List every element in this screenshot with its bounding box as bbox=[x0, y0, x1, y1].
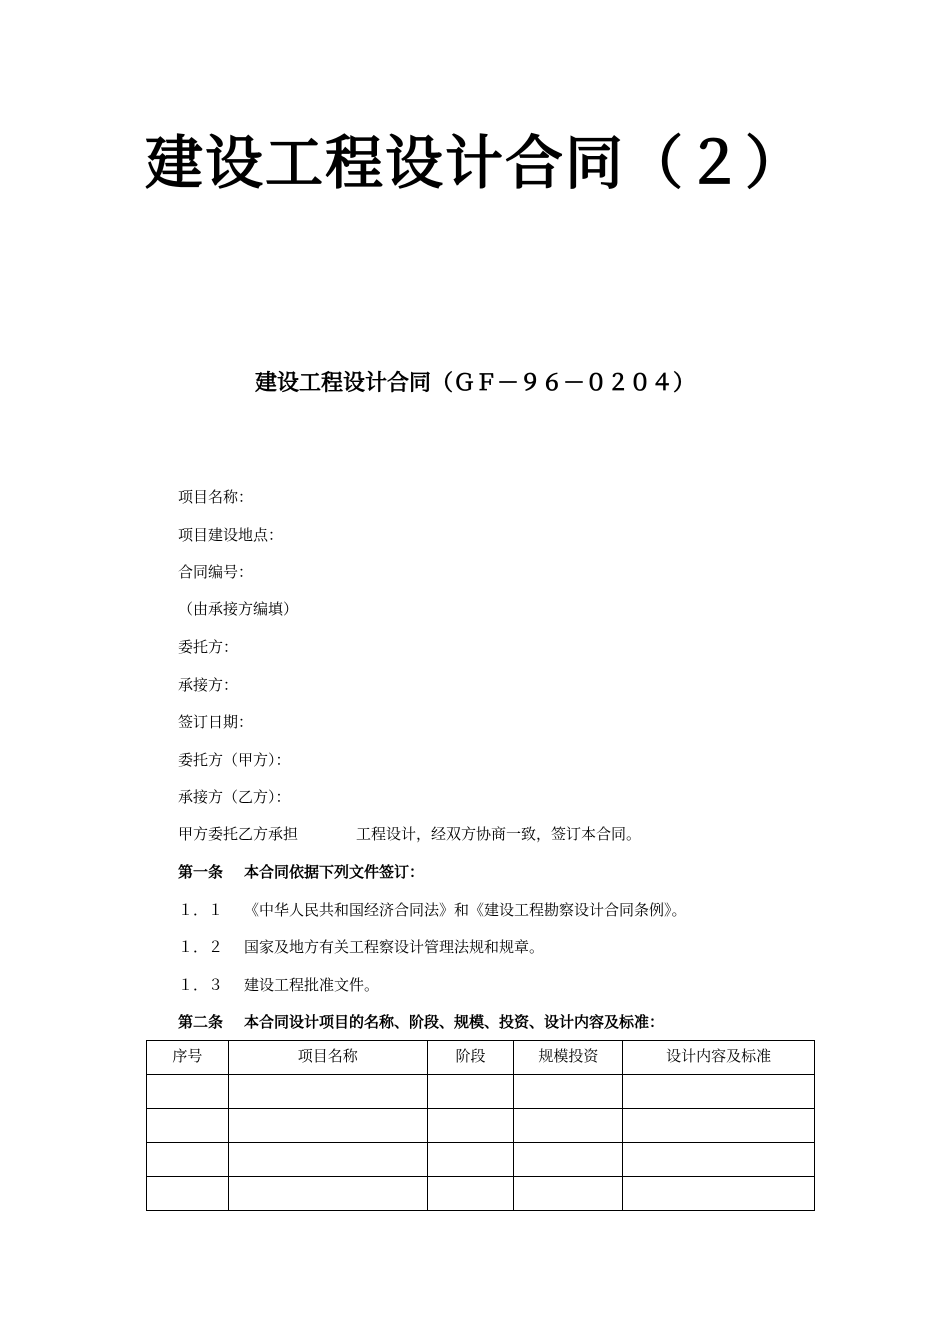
table-cell bbox=[228, 1177, 427, 1211]
table-row bbox=[147, 1177, 815, 1211]
table-cell bbox=[228, 1109, 427, 1143]
table-cell bbox=[147, 1075, 229, 1109]
table-cell bbox=[514, 1109, 623, 1143]
field-contract-number: 合同编号： bbox=[178, 563, 254, 581]
field-project-location: 项目建设地点： bbox=[178, 526, 284, 544]
article-1-heading bbox=[178, 862, 424, 882]
table-row bbox=[147, 1075, 815, 1109]
item-text: 建设工程批准文件。 bbox=[244, 976, 380, 994]
header-serial: 序号 bbox=[147, 1041, 229, 1075]
header-project-name: 项目名称 bbox=[228, 1041, 427, 1075]
table-row bbox=[147, 1143, 815, 1177]
item-text: 《中华人民共和国经济合同法》和《建设工程勘察设计合同条例》。 bbox=[244, 901, 687, 919]
table-cell bbox=[147, 1177, 229, 1211]
field-signing-date: 签订日期： bbox=[178, 713, 254, 731]
article-1-number: 第一条 bbox=[178, 863, 224, 881]
table-cell bbox=[228, 1143, 427, 1177]
field-client: 委托方： bbox=[178, 638, 239, 656]
field-project-name: 项目名称： bbox=[178, 488, 254, 506]
article-2-title: 本合同设计项目的名称、阶段、规模、投资、设计内容及标准： bbox=[244, 1013, 665, 1031]
header-scale-investment: 规模投资 bbox=[514, 1041, 623, 1075]
article-1-title: 本合同依据下列文件签订： bbox=[244, 863, 425, 881]
table-cell bbox=[147, 1143, 229, 1177]
item-text: 国家及地方有关工程察设计管理法规和规章。 bbox=[244, 938, 545, 956]
main-title: 建设工程设计合同（２） bbox=[144, 129, 805, 197]
article-1-item bbox=[178, 900, 687, 920]
table-cell bbox=[228, 1075, 427, 1109]
field-contractor: 承接方： bbox=[178, 676, 239, 694]
item-number: １．１ bbox=[178, 901, 224, 919]
article-2-heading bbox=[178, 1012, 664, 1032]
table-cell bbox=[514, 1143, 623, 1177]
table-cell bbox=[623, 1143, 815, 1177]
table-cell bbox=[623, 1075, 815, 1109]
item-number: １．３ bbox=[178, 976, 224, 994]
intro-part-1: 甲方委托乙方承担 bbox=[178, 825, 299, 843]
article-1-item bbox=[178, 975, 379, 995]
article-2-number: 第二条 bbox=[178, 1013, 224, 1031]
header-stage: 阶段 bbox=[427, 1041, 514, 1075]
item-number: １．２ bbox=[178, 938, 224, 956]
field-party-b: 承接方（乙方）： bbox=[178, 788, 291, 806]
table-cell bbox=[427, 1075, 514, 1109]
sub-title: 建设工程设计合同（ＧＦ－９６－０２０４） bbox=[254, 371, 695, 396]
table-cell bbox=[147, 1109, 229, 1143]
table-cell bbox=[623, 1177, 815, 1211]
intro-paragraph bbox=[178, 824, 641, 844]
table-header-row bbox=[147, 1041, 815, 1075]
table-cell bbox=[514, 1177, 623, 1211]
table-cell bbox=[427, 1177, 514, 1211]
table-cell bbox=[427, 1109, 514, 1143]
intro-part-2: 工程设计，经双方协商一致，签订本合同。 bbox=[356, 825, 642, 843]
field-contract-number-note: （由承接方编填） bbox=[178, 600, 299, 618]
field-party-a: 委托方（甲方）： bbox=[178, 751, 291, 769]
design-items-table bbox=[146, 1040, 815, 1211]
table-cell bbox=[623, 1109, 815, 1143]
table-row bbox=[147, 1109, 815, 1143]
table-cell bbox=[427, 1143, 514, 1177]
header-design-content: 设计内容及标准 bbox=[623, 1041, 815, 1075]
article-1-item bbox=[178, 937, 544, 957]
table-cell bbox=[514, 1075, 623, 1109]
